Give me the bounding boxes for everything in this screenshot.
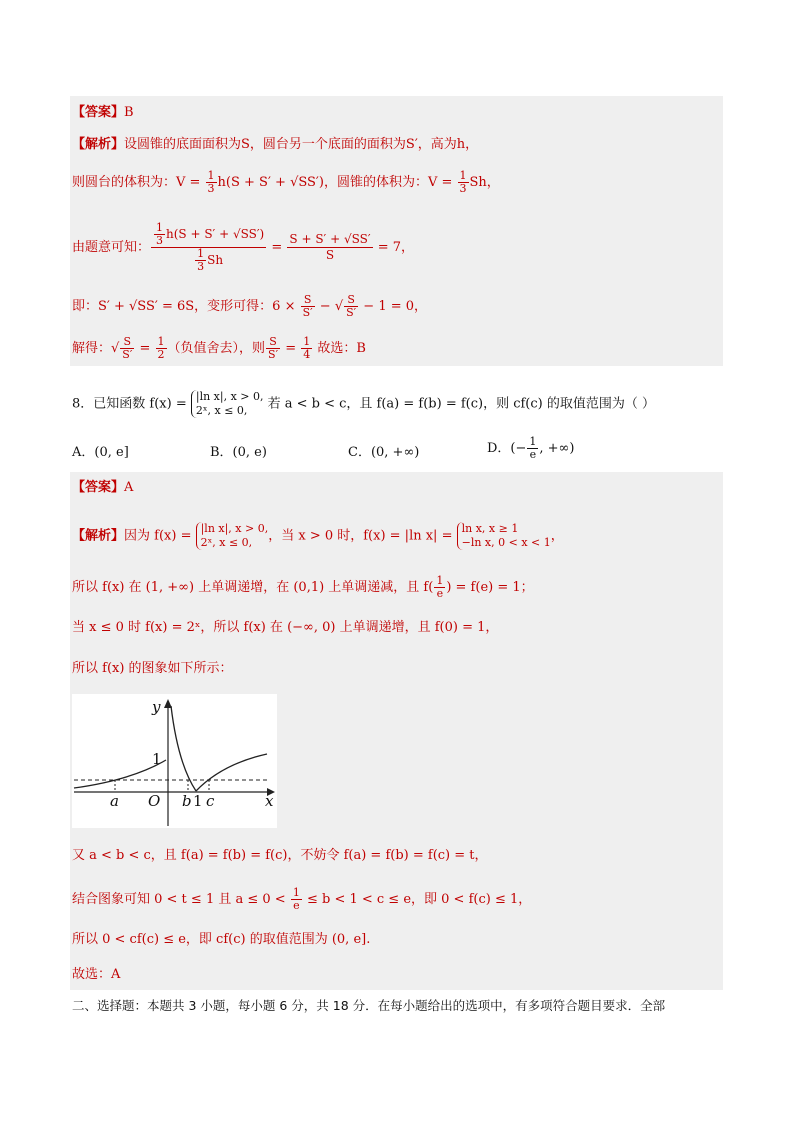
option-a[interactable]: A．(0, e] bbox=[72, 445, 129, 460]
q8-answer-line: 【答案】A bbox=[72, 480, 134, 495]
q7-analysis-line1: 【解析】设圆锥的底面面积为S，圆台另一个底面的面积为S′，高为h， bbox=[72, 137, 479, 152]
q8-stem: 8．已知函数 f(x) = |ln x|, x > 0, 2ˣ, x ≤ 0, 若 a < b < c，且 f(a) = f(b) = f(c)，则 cf(c) 的取值范围为（ ） bbox=[72, 390, 655, 417]
q8-analysis-line1: 【解析】因为 f(x) = |ln x|, x > 0, 2ˣ, x ≤ 0, ，当 x > 0 时，f(x) = |ln x| = ln x, x ≥ 1 −ln x, 0 < x < 1 ， bbox=[72, 522, 564, 549]
section-2-heading: 二、选择题：本题共 3 小题，每小题 6 分，共 18 分．在每小题给出的选项中，有多项符合题目要求．全部 bbox=[72, 998, 666, 1013]
label-a: a bbox=[110, 792, 119, 810]
y-label: y bbox=[152, 698, 161, 716]
option-c[interactable]: C．(0, +∞) bbox=[348, 445, 420, 460]
q7-analysis-line2: 则圆台的体积为：V = $\frac{1}{3}$ h(S + S′ + √SS′)，圆锥的体积为：V = $\frac{1}{3}$ Sh， bbox=[72, 169, 500, 195]
q7-analysis-line4: 即：S′ + √SS′ = 6S，变形可得：6 × $\frac{S}{S'}$ − √ $\frac{S}{S'}$ − 1 = 0， bbox=[72, 293, 428, 319]
function-graph bbox=[72, 694, 277, 828]
q8-analysis-line7: 所以 0 < cf(c) ≤ e，即 cf(c) 的取值范围为 (0, e]. bbox=[72, 932, 371, 947]
q7-analysis-line5: 解得：√ $\frac{S}{S'}$ = $\frac{1}{2}$ （负值舍去），则 $\frac{S}{S'}$ = $\frac{1}{4}$ 故选：B bbox=[72, 335, 366, 361]
option-d[interactable]: D．(− $\frac{1}{e}$ , +∞) bbox=[487, 435, 575, 461]
tick-1-x: 1 bbox=[193, 792, 203, 810]
label-b: b bbox=[182, 792, 192, 810]
q8-analysis-line5: 又 a < b < c，且 f(a) = f(b) = f(c)，不妨令 f(a) = f(b) = f(c) = t， bbox=[72, 848, 488, 863]
q8-analysis-line3: 当 x ≤ 0 时 f(x) = 2ˣ，所以 f(x) 在 (−∞, 0) 上单调递增，且 f(0) = 1， bbox=[72, 620, 499, 635]
q8-analysis-line8: 故选：A bbox=[72, 967, 121, 982]
option-b[interactable]: B．(0, e) bbox=[210, 445, 267, 460]
label-c: c bbox=[206, 792, 215, 810]
graph-background bbox=[72, 694, 277, 828]
q8-analysis-line2: 所以 f(x) 在 (1, +∞) 上单调递增，在 (0,1) 上单调递减，且 f( $\frac{1}{e}$ ) = f(e) = 1； bbox=[72, 574, 534, 600]
q8-analysis-line6: 结合图象可知 0 < t ≤ 1 且 a ≤ 0 < $\frac{1}{e}$ ≤ b < 1 < c ≤ e，即 0 < f(c) ≤ 1， bbox=[72, 886, 532, 912]
tick-1-y: 1 bbox=[152, 750, 162, 768]
q7-answer-line: 【答案】B bbox=[72, 105, 134, 120]
q7-analysis-line3: 由题意可知： $\frac{1}{3}$ h(S + S′ + √SS′) $\frac{1}{3}$ Sh = $\frac{S + S' + √SS'}{S}$ = 7， bbox=[72, 221, 414, 273]
q8-analysis-line4: 所以 f(x) 的图象如下所示： bbox=[72, 661, 233, 676]
label-origin: O bbox=[148, 792, 161, 810]
x-label: x bbox=[265, 792, 274, 810]
